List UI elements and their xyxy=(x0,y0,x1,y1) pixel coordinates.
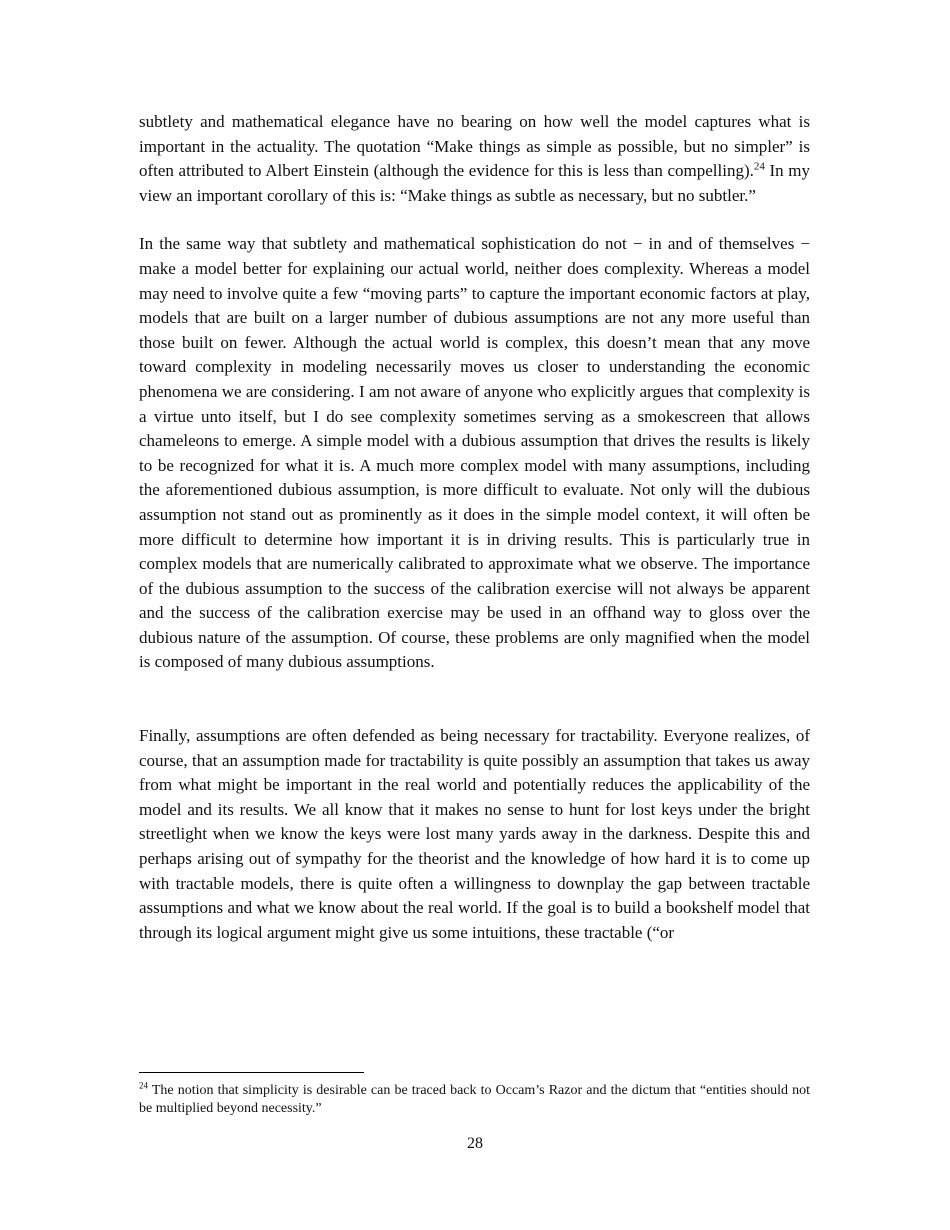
body-text xyxy=(139,110,810,945)
page-number: 28 xyxy=(467,1135,483,1152)
paragraph-2: In the same way that subtlety and mathematical sophistication do not − in and of themselves − make a model better for explaining our actual world, neither does complexity. Whereas a model may need to involve quite a few “moving parts” to capture the important economic factors at play, models that are built on a larger number of dubious assumptions are not any more useful than those built on fewer. Although the actual world is complex, this doesn’t mean that any move toward complexity in modeling necessarily moves us closer to understanding the economic phenomena we are considering. I am not aware of anyone who explicitly argues that complexity is a virtue unto itself, but I do see complexity sometimes serving as a smokescreen that allows chameleons to emerge. A simple model with a dubious assumption that drives the results is likely to be recognized for what it is. A much more complex model with many assumptions, including the aforementioned dubious assumption, is more difficult to evaluate. Not only will the dubious assumption not stand out as prominently as it does in the simple model context, it will often be more difficult to determine how important it is in driving results. This is particularly true in complex models that are numerically calibrated to approximate what we observe. The importance of the dubious assumption to the success of the calibration exercise will not always be apparent and the success of the calibration exercise may be used in an offhand way to gloss over the dubious nature of the assumption. Of course, these problems are only magnified when the model is composed of many dubious assumptions. xyxy=(139,234,810,672)
paragraph-1 xyxy=(139,110,810,208)
footnote-reference-24: 24 xyxy=(753,160,765,173)
paragraph-3: Finally, assumptions are often defended as being necessary for tractability. Everyone realizes, of course, that an assumption made for tractability is quite possibly an assumption that takes us away from what might be important in the real world and potentially reduces the applicability of the model and its results. We all know that it makes no sense to hunt for lost keys under the bright streetlight when we know the keys were lost many yards away in the darkness. Despite this and perhaps arising out of sympathy for the theorist and the knowledge of how hard it is to come up with tractable models, there is quite often a willingness to downplay the gap between tractable assumptions and what we know about the real world. If the goal is to build a bookshelf model that through its logical argument might give us some intuitions, these tractable (“or xyxy=(139,726,810,942)
paragraph-1-text: subtlety and mathematical elegance have no bearing on how well the model captures what is important in the actuality. The quotation “Make things as simple as possible, but no simpler” is often attributed to Albert Einstein (although the evidence for this is less than compelling). xyxy=(139,112,810,181)
paragraph-1-continued: In my view an important corollary of this is: “Make things as subtle as necessary, but no subtler.” xyxy=(139,161,810,205)
footnote-text: The notion that simplicity is desirable can be traced back to Occam’s Razor and the dictum that “entities should not be multiplied beyond necessity.” xyxy=(139,1083,810,1116)
footnote-mark: 24 xyxy=(139,1080,148,1091)
footnote-divider xyxy=(139,1072,364,1073)
footnote-24 xyxy=(139,1082,810,1118)
